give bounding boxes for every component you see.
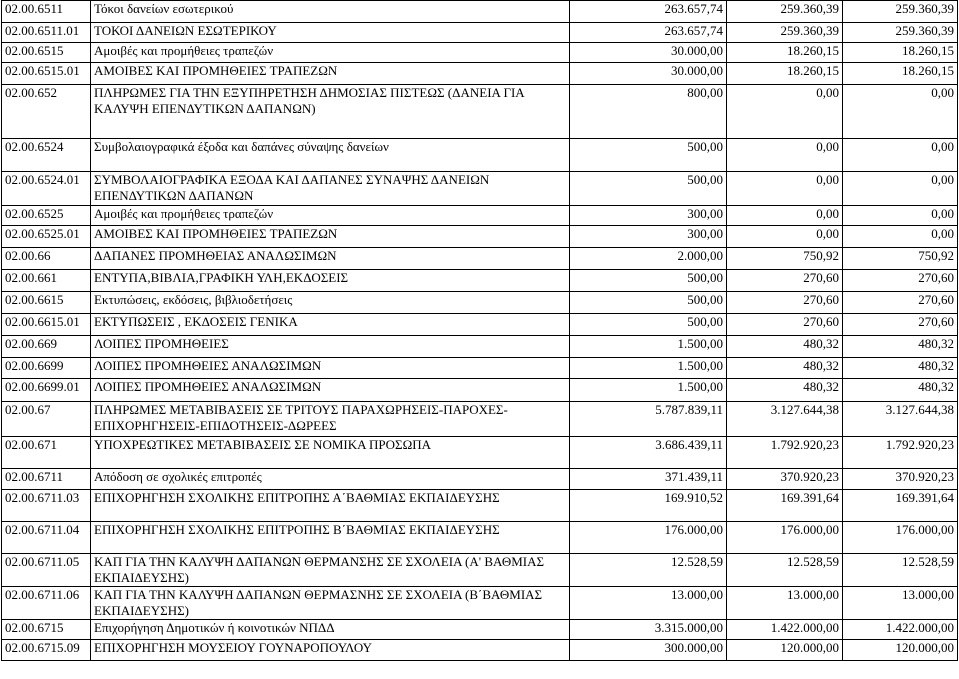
paid-amount: 270,60 <box>843 314 958 336</box>
table-row <box>2 314 958 336</box>
committed-amount: 0,00 <box>727 226 843 248</box>
table-row <box>2 23 958 43</box>
committed-amount: 1.422.000,00 <box>727 620 843 640</box>
paid-amount: 259.360,39 <box>843 1 958 23</box>
budget-amount: 371.439,11 <box>570 469 727 490</box>
table-row <box>2 172 958 206</box>
table-row <box>2 63 958 85</box>
budget-amount: 12.528,59 <box>570 554 727 587</box>
committed-amount: 12.528,59 <box>727 554 843 587</box>
committed-amount: 370.920,23 <box>727 469 843 490</box>
paid-amount: 1.422.000,00 <box>843 620 958 640</box>
account-description: Τόκοι δανείων εσωτερικού <box>91 1 570 23</box>
account-code: 02.00.6699 <box>2 358 91 379</box>
table-row <box>2 85 958 139</box>
paid-amount: 480,32 <box>843 336 958 358</box>
account-description: Αμοιβές και προμήθειες τραπεζών <box>91 43 570 63</box>
table-row <box>2 292 958 314</box>
account-code: 02.00.6524 <box>2 139 91 172</box>
committed-amount: 0,00 <box>727 206 843 226</box>
account-code: 02.00.661 <box>2 270 91 292</box>
budget-amount: 30.000,00 <box>570 63 727 85</box>
budget-amount: 500,00 <box>570 314 727 336</box>
paid-amount: 18.260,15 <box>843 43 958 63</box>
account-description: ΥΠΟΧΡΕΩΤΙΚΕΣ ΜΕΤΑΒΙΒΑΣΕΙΣ ΣΕ ΝΟΜΙΚΑ ΠΡΟΣΩΠΑ <box>91 437 570 469</box>
paid-amount: 0,00 <box>843 226 958 248</box>
account-code: 02.00.6515.01 <box>2 63 91 85</box>
committed-amount: 259.360,39 <box>727 1 843 23</box>
account-code: 02.00.6615 <box>2 292 91 314</box>
paid-amount: 169.391,64 <box>843 490 958 522</box>
budget-amount: 800,00 <box>570 85 727 139</box>
account-description: ΛΟΙΠΕΣ ΠΡΟΜΗΘΕΙΕΣ ΑΝΑΛΩΣΙΜΩΝ <box>91 379 570 402</box>
table-row <box>2 379 958 402</box>
paid-amount: 13.000,00 <box>843 587 958 620</box>
table-row <box>2 587 958 620</box>
account-code: 02.00.6711 <box>2 469 91 490</box>
paid-amount: 480,32 <box>843 358 958 379</box>
table-row <box>2 336 958 358</box>
paid-amount: 0,00 <box>843 85 958 139</box>
account-code: 02.00.6525.01 <box>2 226 91 248</box>
account-description: ΤΟΚΟΙ ΔΑΝΕΙΩΝ ΕΣΩΤΕΡΙΚΟΥ <box>91 23 570 43</box>
account-code: 02.00.6615.01 <box>2 314 91 336</box>
table-row <box>2 640 958 661</box>
budget-amount: 13.000,00 <box>570 587 727 620</box>
committed-amount: 120.000,00 <box>727 640 843 661</box>
committed-amount: 750,92 <box>727 248 843 270</box>
paid-amount: 120.000,00 <box>843 640 958 661</box>
account-description: ΕΠΙΧΟΡΗΓΗΣΗ ΣΧΟΛΙΚΗΣ ΕΠΙΤΡΟΠΗΣ Α΄ΒΑΘΜΙΑΣ ΕΚΠΑΙΔΕΥΣΗΣ <box>91 490 570 522</box>
table-row <box>2 270 958 292</box>
committed-amount: 270,60 <box>727 292 843 314</box>
table-row <box>2 1 958 23</box>
table-row <box>2 402 958 437</box>
account-description: ΑΜΟΙΒΕΣ ΚΑΙ ΠΡΟΜΗΘΕΙΕΣ ΤΡΑΠΕΖΩΝ <box>91 63 570 85</box>
budget-amount: 169.910,52 <box>570 490 727 522</box>
table-row <box>2 490 958 522</box>
budget-amount: 500,00 <box>570 172 727 206</box>
table-row <box>2 522 958 554</box>
table-row <box>2 248 958 270</box>
account-code: 02.00.67 <box>2 402 91 437</box>
account-code: 02.00.66 <box>2 248 91 270</box>
paid-amount: 176.000,00 <box>843 522 958 554</box>
budget-amount: 263.657,74 <box>570 23 727 43</box>
table-row <box>2 139 958 172</box>
paid-amount: 12.528,59 <box>843 554 958 587</box>
paid-amount: 18.260,15 <box>843 63 958 85</box>
account-description: ΣΥΜΒΟΛΑΙΟΓΡΑΦΙΚΑ ΕΞΟΔΑ ΚΑΙ ΔΑΠΑΝΕΣ ΣΥΝΑΨΗΣ ΔΑΝΕΙΩΝ ΕΠΕΝΔΥΤΙΚΩΝ ΔΑΠΑΝΩΝ <box>91 172 570 206</box>
budget-table-body <box>2 1 958 661</box>
account-description: ΑΜΟΙΒΕΣ ΚΑΙ ΠΡΟΜΗΘΕΙΕΣ ΤΡΑΠΕΖΩΝ <box>91 226 570 248</box>
committed-amount: 13.000,00 <box>727 587 843 620</box>
account-code: 02.00.6711.05 <box>2 554 91 587</box>
account-code: 02.00.6715.09 <box>2 640 91 661</box>
budget-amount: 300,00 <box>570 206 727 226</box>
committed-amount: 0,00 <box>727 139 843 172</box>
account-description: ΛΟΙΠΕΣ ΠΡΟΜΗΘΕΙΕΣ <box>91 336 570 358</box>
account-code: 02.00.6711.04 <box>2 522 91 554</box>
paid-amount: 0,00 <box>843 206 958 226</box>
budget-amount: 1.500,00 <box>570 336 727 358</box>
committed-amount: 1.792.920,23 <box>727 437 843 469</box>
committed-amount: 480,32 <box>727 336 843 358</box>
budget-amount: 500,00 <box>570 270 727 292</box>
budget-amount: 3.686.439,11 <box>570 437 727 469</box>
table-row <box>2 206 958 226</box>
table-row <box>2 554 958 587</box>
account-description: ΕΝΤΥΠΑ,ΒΙΒΛΙΑ,ΓΡΑΦΙΚΗ ΥΛΗ,ΕΚΔΟΣΕΙΣ <box>91 270 570 292</box>
committed-amount: 3.127.644,38 <box>727 402 843 437</box>
account-code: 02.00.671 <box>2 437 91 469</box>
committed-amount: 270,60 <box>727 270 843 292</box>
paid-amount: 370.920,23 <box>843 469 958 490</box>
account-description: ΚΑΠ ΓΙΑ ΤΗΝ ΚΑΛΥΨΗ ΔΑΠΑΝΩΝ ΘΕΡΜΑΣΝΗΣ ΣΕ ΣΧΟΛΕΙΑ (Β΄ΒΑΘΜΙΑΣ ΕΚΠΑΙΔΕΥΣΗΣ) <box>91 587 570 620</box>
account-description: ΕΠΙΧΟΡΗΓΗΣΗ ΣΧΟΛΙΚΗΣ ΕΠΙΤΡΟΠΗΣ Β΄ΒΑΘΜΙΑΣ ΕΚΠΑΙΔΕΥΣΗΣ <box>91 522 570 554</box>
paid-amount: 259.360,39 <box>843 23 958 43</box>
account-code: 02.00.6715 <box>2 620 91 640</box>
account-code: 02.00.6511.01 <box>2 23 91 43</box>
budget-table <box>1 0 958 661</box>
table-row <box>2 620 958 640</box>
account-description: ΔΑΠΑΝΕΣ ΠΡΟΜΗΘΕΙΑΣ ΑΝΑΛΩΣΙΜΩΝ <box>91 248 570 270</box>
paid-amount: 270,60 <box>843 270 958 292</box>
account-code: 02.00.6524.01 <box>2 172 91 206</box>
account-description: ΠΛΗΡΩΜΕΣ ΓΙΑ ΤΗΝ ΕΞΥΠΗΡΕΤΗΣΗ ΔΗΜΟΣΙΑΣ ΠΙΣΤΕΩΣ (ΔΑΝΕΙΑ ΓΙΑ ΚΑΛΥΨΗ ΕΠΕΝΔΥΤΙΚΩΝ ΔΑΠΑΝΩΝ) <box>91 85 570 139</box>
committed-amount: 0,00 <box>727 85 843 139</box>
table-row <box>2 226 958 248</box>
account-code: 02.00.6511 <box>2 1 91 23</box>
budget-amount: 300,00 <box>570 226 727 248</box>
account-code: 02.00.6711.03 <box>2 490 91 522</box>
committed-amount: 169.391,64 <box>727 490 843 522</box>
table-row <box>2 43 958 63</box>
table-row <box>2 469 958 490</box>
committed-amount: 480,32 <box>727 358 843 379</box>
account-description: ΕΠΙΧΟΡΗΓΗΣΗ ΜΟΥΣΕΙΟΥ ΓΟΥΝΑΡΟΠΟΥΛΟΥ <box>91 640 570 661</box>
paid-amount: 0,00 <box>843 139 958 172</box>
paid-amount: 750,92 <box>843 248 958 270</box>
account-description: Συμβολαιογραφικά έξοδα και δαπάνες σύναψης δανείων <box>91 139 570 172</box>
budget-amount: 300.000,00 <box>570 640 727 661</box>
budget-amount: 5.787.839,11 <box>570 402 727 437</box>
budget-amount: 30.000,00 <box>570 43 727 63</box>
paid-amount: 1.792.920,23 <box>843 437 958 469</box>
table-row <box>2 437 958 469</box>
account-description: ΛΟΙΠΕΣ ΠΡΟΜΗΘΕΙΕΣ ΑΝΑΛΩΣΙΜΩΝ <box>91 358 570 379</box>
committed-amount: 480,32 <box>727 379 843 402</box>
budget-amount: 3.315.000,00 <box>570 620 727 640</box>
account-code: 02.00.669 <box>2 336 91 358</box>
account-description: Επιχορήγηση Δημοτικών ή κοινοτικών ΝΠΔΔ <box>91 620 570 640</box>
paid-amount: 0,00 <box>843 172 958 206</box>
committed-amount: 0,00 <box>727 172 843 206</box>
account-description: Εκτυπώσεις, εκδόσεις, βιβλιοδετήσεις <box>91 292 570 314</box>
account-description: ΚΑΠ ΓΙΑ ΤΗΝ ΚΑΛΥΨΗ ΔΑΠΑΝΩΝ ΘΕΡΜΑΝΣΗΣ ΣΕ ΣΧΟΛΕΙΑ (Α' ΒΑΘΜΙΑΣ ΕΚΠΑΙΔΕΥΣΗΣ) <box>91 554 570 587</box>
committed-amount: 18.260,15 <box>727 43 843 63</box>
budget-amount: 263.657,74 <box>570 1 727 23</box>
committed-amount: 270,60 <box>727 314 843 336</box>
table-row <box>2 358 958 379</box>
paid-amount: 480,32 <box>843 379 958 402</box>
account-code: 02.00.652 <box>2 85 91 139</box>
committed-amount: 259.360,39 <box>727 23 843 43</box>
budget-amount: 500,00 <box>570 139 727 172</box>
budget-amount: 2.000,00 <box>570 248 727 270</box>
committed-amount: 18.260,15 <box>727 63 843 85</box>
budget-amount: 500,00 <box>570 292 727 314</box>
paid-amount: 270,60 <box>843 292 958 314</box>
account-code: 02.00.6699.01 <box>2 379 91 402</box>
account-code: 02.00.6515 <box>2 43 91 63</box>
account-description: Αμοιβές και προμήθειες τραπεζών <box>91 206 570 226</box>
budget-amount: 1.500,00 <box>570 358 727 379</box>
account-code: 02.00.6711.06 <box>2 587 91 620</box>
committed-amount: 176.000,00 <box>727 522 843 554</box>
budget-amount: 176.000,00 <box>570 522 727 554</box>
account-code: 02.00.6525 <box>2 206 91 226</box>
account-description: Απόδοση σε σχολικές επιτροπές <box>91 469 570 490</box>
account-description: ΕΚΤΥΠΩΣΕΙΣ , ΕΚΔΟΣΕΙΣ ΓΕΝΙΚΑ <box>91 314 570 336</box>
account-description: ΠΛΗΡΩΜΕΣ ΜΕΤΑΒΙΒΑΣΕΙΣ ΣΕ ΤΡΙΤΟΥΣ ΠΑΡΑΧΩΡΗΣΕΙΣ-ΠΑΡΟΧΕΣ-ΕΠΙΧΟΡΗΓΗΣΕΙΣ-ΕΠΙΔΟΤΗΣΕΙΣ-ΔΩΡΕΕΣ <box>91 402 570 437</box>
paid-amount: 3.127.644,38 <box>843 402 958 437</box>
budget-amount: 1.500,00 <box>570 379 727 402</box>
